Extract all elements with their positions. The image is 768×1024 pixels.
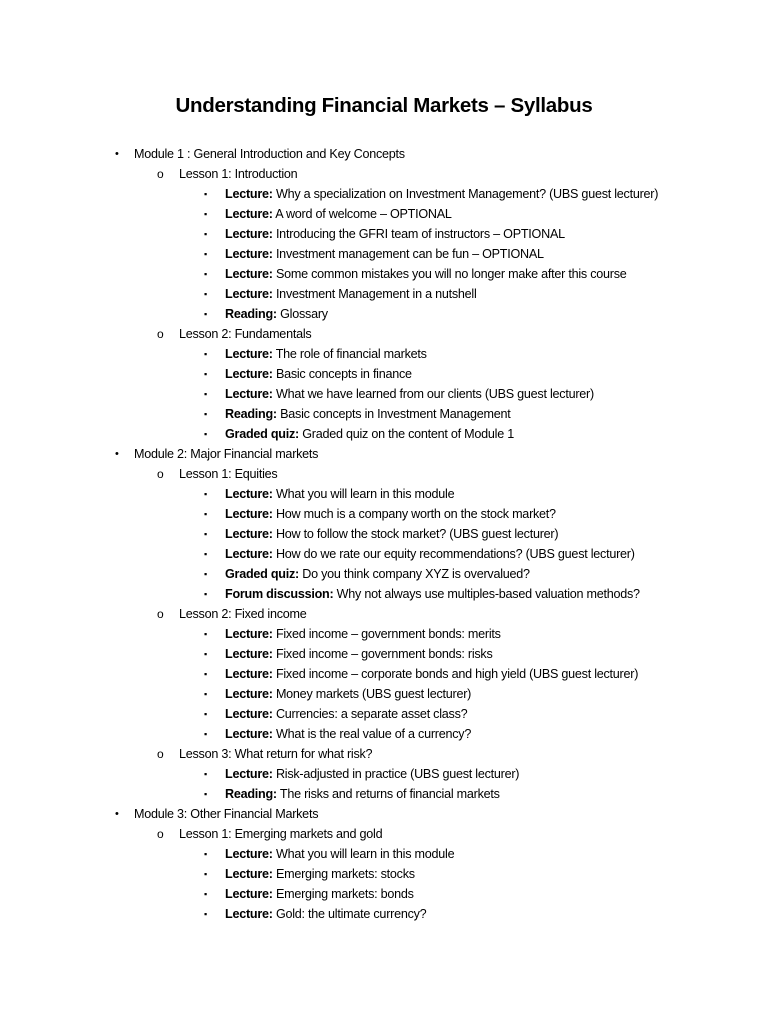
activity-type: Lecture: (225, 487, 273, 501)
lesson-title: Lesson 2: Fixed income (179, 607, 307, 621)
activity-text (225, 184, 658, 204)
activity-item (0, 244, 768, 264)
activity-description: Why not always use multiples-based valuation methods? (336, 587, 640, 601)
activity-type: Lecture: (225, 547, 273, 561)
activity-text (225, 884, 414, 904)
activity-type: Lecture: (225, 867, 273, 881)
activity-description: Glossary (280, 307, 328, 321)
activity-description: Fixed income – government bonds: merits (275, 627, 501, 641)
activity-text (225, 404, 510, 424)
activity-description: Risk-adjusted in practice (UBS guest lecturer) (275, 767, 520, 781)
activity-item (0, 784, 768, 804)
activity-description: Basic concepts in finance (275, 367, 412, 381)
activity-item (0, 644, 768, 664)
activity-bullet: ▪ (204, 629, 207, 639)
activity-text (225, 624, 501, 644)
activity-text (225, 764, 519, 784)
activity-description: Why a specialization on Investment Management? (UBS guest lecturer) (275, 187, 659, 201)
activity-item (0, 304, 768, 324)
activity-item (0, 564, 768, 584)
activity-type: Lecture: (225, 247, 273, 261)
module-item (0, 144, 768, 164)
activity-type: Graded quiz: (225, 567, 299, 581)
activity-bullet: ▪ (204, 509, 207, 519)
activity-text (225, 724, 471, 744)
activity-item (0, 864, 768, 884)
activity-bullet: ▪ (204, 209, 207, 219)
activity-type: Reading: (225, 787, 277, 801)
activity-item (0, 844, 768, 864)
activity-item (0, 904, 768, 924)
activity-item (0, 664, 768, 684)
lesson-title: Lesson 1: Equities (179, 467, 278, 481)
activity-text (225, 204, 452, 224)
activity-item (0, 284, 768, 304)
activity-type: Lecture: (225, 507, 273, 521)
activity-text (225, 844, 454, 864)
activity-bullet: ▪ (204, 909, 207, 919)
activity-text (225, 364, 412, 384)
lesson-title: Lesson 3: What return for what risk? (179, 747, 373, 761)
module-bullet: • (115, 448, 119, 460)
activity-item (0, 384, 768, 404)
activity-text (225, 424, 514, 444)
activity-item (0, 884, 768, 904)
activity-bullet: ▪ (204, 389, 207, 399)
activity-type: Lecture: (225, 907, 273, 921)
activity-type: Graded quiz: (225, 427, 299, 441)
activity-type: Lecture: (225, 707, 273, 721)
activity-text (225, 284, 477, 304)
lesson-bullet: o (157, 607, 164, 621)
activity-type: Lecture: (225, 347, 273, 361)
activity-type: Lecture: (225, 267, 273, 281)
activity-item (0, 524, 768, 544)
activity-text (225, 864, 415, 884)
lesson-bullet: o (157, 827, 164, 841)
activity-bullet: ▪ (204, 189, 207, 199)
activity-item (0, 544, 768, 564)
activity-bullet: ▪ (204, 369, 207, 379)
activity-type: Lecture: (225, 187, 273, 201)
activity-description: The role of financial markets (275, 347, 427, 361)
activity-bullet: ▪ (204, 269, 207, 279)
activity-item (0, 704, 768, 724)
activity-type: Lecture: (225, 527, 273, 541)
activity-item (0, 264, 768, 284)
activity-bullet: ▪ (204, 529, 207, 539)
lesson-bullet: o (157, 747, 164, 761)
activity-text (225, 904, 426, 924)
lesson-bullet: o (157, 467, 164, 481)
activity-text (225, 484, 454, 504)
activity-bullet: ▪ (204, 349, 207, 359)
module-title: Module 2: Major Financial markets (134, 447, 319, 461)
lesson-item (0, 744, 768, 764)
activity-type: Lecture: (225, 727, 273, 741)
activity-item (0, 764, 768, 784)
activity-text (225, 304, 328, 324)
activity-bullet: ▪ (204, 649, 207, 659)
activity-text (225, 684, 471, 704)
activity-type: Lecture: (225, 287, 273, 301)
activity-bullet: ▪ (204, 429, 207, 439)
activity-text (225, 384, 594, 404)
activity-type: Lecture: (225, 687, 273, 701)
activity-item (0, 204, 768, 224)
activity-bullet: ▪ (204, 569, 207, 579)
activity-text (225, 644, 493, 664)
activity-description: Gold: the ultimate currency? (275, 907, 427, 921)
lesson-item (0, 324, 768, 344)
activity-text (225, 264, 627, 284)
lesson-item (0, 464, 768, 484)
activity-description: How to follow the stock market? (UBS guest lecturer) (275, 527, 559, 541)
activity-type: Lecture: (225, 667, 273, 681)
activity-item (0, 504, 768, 524)
activity-description: How much is a company worth on the stock market? (275, 507, 556, 521)
activity-item (0, 404, 768, 424)
activity-description: Graded quiz on the content of Module 1 (302, 427, 514, 441)
activity-bullet: ▪ (204, 709, 207, 719)
activity-type: Lecture: (225, 227, 273, 241)
activity-text (225, 544, 635, 564)
activity-text (225, 244, 544, 264)
module-title: Module 3: Other Financial Markets (134, 807, 319, 821)
activity-description: What you will learn in this module (275, 487, 455, 501)
activity-item (0, 624, 768, 644)
activity-type: Reading: (225, 307, 277, 321)
activity-type: Lecture: (225, 207, 273, 221)
activity-description: Basic concepts in Investment Management (280, 407, 511, 421)
lesson-item (0, 164, 768, 184)
activity-text (225, 524, 558, 544)
activity-type: Lecture: (225, 367, 273, 381)
activity-text (225, 344, 427, 364)
activity-description: Introducing the GFRI team of instructors – OPTIONAL (275, 227, 565, 241)
activity-bullet: ▪ (204, 309, 207, 319)
activity-item (0, 684, 768, 704)
activity-bullet: ▪ (204, 289, 207, 299)
activity-type: Lecture: (225, 387, 273, 401)
activity-type: Lecture: (225, 767, 273, 781)
activity-description: What is the real value of a currency? (275, 727, 472, 741)
lesson-title: Lesson 1: Emerging markets and gold (179, 827, 383, 841)
activity-bullet: ▪ (204, 229, 207, 239)
lesson-title: Lesson 1: Introduction (179, 167, 298, 181)
lesson-item (0, 604, 768, 624)
activity-type: Reading: (225, 407, 277, 421)
activity-bullet: ▪ (204, 769, 207, 779)
activity-item (0, 584, 768, 604)
activity-description: How do we rate our equity recommendations? (UBS guest lecturer) (275, 547, 635, 561)
activity-item (0, 484, 768, 504)
activity-description: What you will learn in this module (275, 847, 455, 861)
activity-bullet: ▪ (204, 729, 207, 739)
activity-type: Forum discussion: (225, 587, 334, 601)
activity-description: The risks and returns of financial markets (279, 787, 500, 801)
module-bullet: • (115, 148, 119, 160)
activity-description: Currencies: a separate asset class? (275, 707, 468, 721)
activity-description: Emerging markets: stocks (275, 867, 415, 881)
activity-item (0, 344, 768, 364)
lesson-title: Lesson 2: Fundamentals (179, 327, 312, 341)
activity-description: Investment Management in a nutshell (275, 287, 477, 301)
activity-text (225, 224, 565, 244)
activity-item (0, 184, 768, 204)
activity-item (0, 724, 768, 744)
activity-item (0, 424, 768, 444)
activity-item (0, 364, 768, 384)
activity-description: Fixed income – government bonds: risks (275, 647, 493, 661)
activity-bullet: ▪ (204, 849, 207, 859)
activity-text (225, 664, 638, 684)
activity-bullet: ▪ (204, 589, 207, 599)
lesson-bullet: o (157, 327, 164, 341)
activity-text (225, 564, 530, 584)
module-item (0, 444, 768, 464)
activity-description: Do you think company XYZ is overvalued? (302, 567, 530, 581)
activity-description: Some common mistakes you will no longer make after this course (275, 267, 627, 281)
syllabus-outline (0, 144, 768, 924)
page-title: Understanding Financial Markets – Syllabus (175, 94, 593, 117)
module-bullet: • (115, 808, 119, 820)
activity-bullet: ▪ (204, 409, 207, 419)
activity-description: Emerging markets: bonds (275, 887, 414, 901)
lesson-bullet: o (157, 167, 164, 181)
activity-description: Investment management can be fun – OPTIONAL (275, 247, 544, 261)
activity-bullet: ▪ (204, 489, 207, 499)
module-item (0, 804, 768, 824)
activity-description: A word of welcome – OPTIONAL (275, 207, 452, 221)
activity-type: Lecture: (225, 847, 273, 861)
activity-bullet: ▪ (204, 889, 207, 899)
activity-bullet: ▪ (204, 689, 207, 699)
activity-bullet: ▪ (204, 789, 207, 799)
activity-description: What we have learned from our clients (UBS guest lecturer) (275, 387, 594, 401)
activity-type: Lecture: (225, 887, 273, 901)
activity-text (225, 704, 467, 724)
activity-bullet: ▪ (204, 249, 207, 259)
activity-bullet: ▪ (204, 869, 207, 879)
activity-text (225, 584, 640, 604)
activity-type: Lecture: (225, 627, 273, 641)
activity-text (225, 784, 500, 804)
activity-item (0, 224, 768, 244)
activity-description: Fixed income – corporate bonds and high yield (UBS guest lecturer) (275, 667, 639, 681)
activity-text (225, 504, 556, 524)
activity-type: Lecture: (225, 647, 273, 661)
activity-bullet: ▪ (204, 669, 207, 679)
module-title: Module 1 : General Introduction and Key Concepts (134, 147, 405, 161)
activity-bullet: ▪ (204, 549, 207, 559)
lesson-item (0, 824, 768, 844)
activity-description: Money markets (UBS guest lecturer) (275, 687, 472, 701)
